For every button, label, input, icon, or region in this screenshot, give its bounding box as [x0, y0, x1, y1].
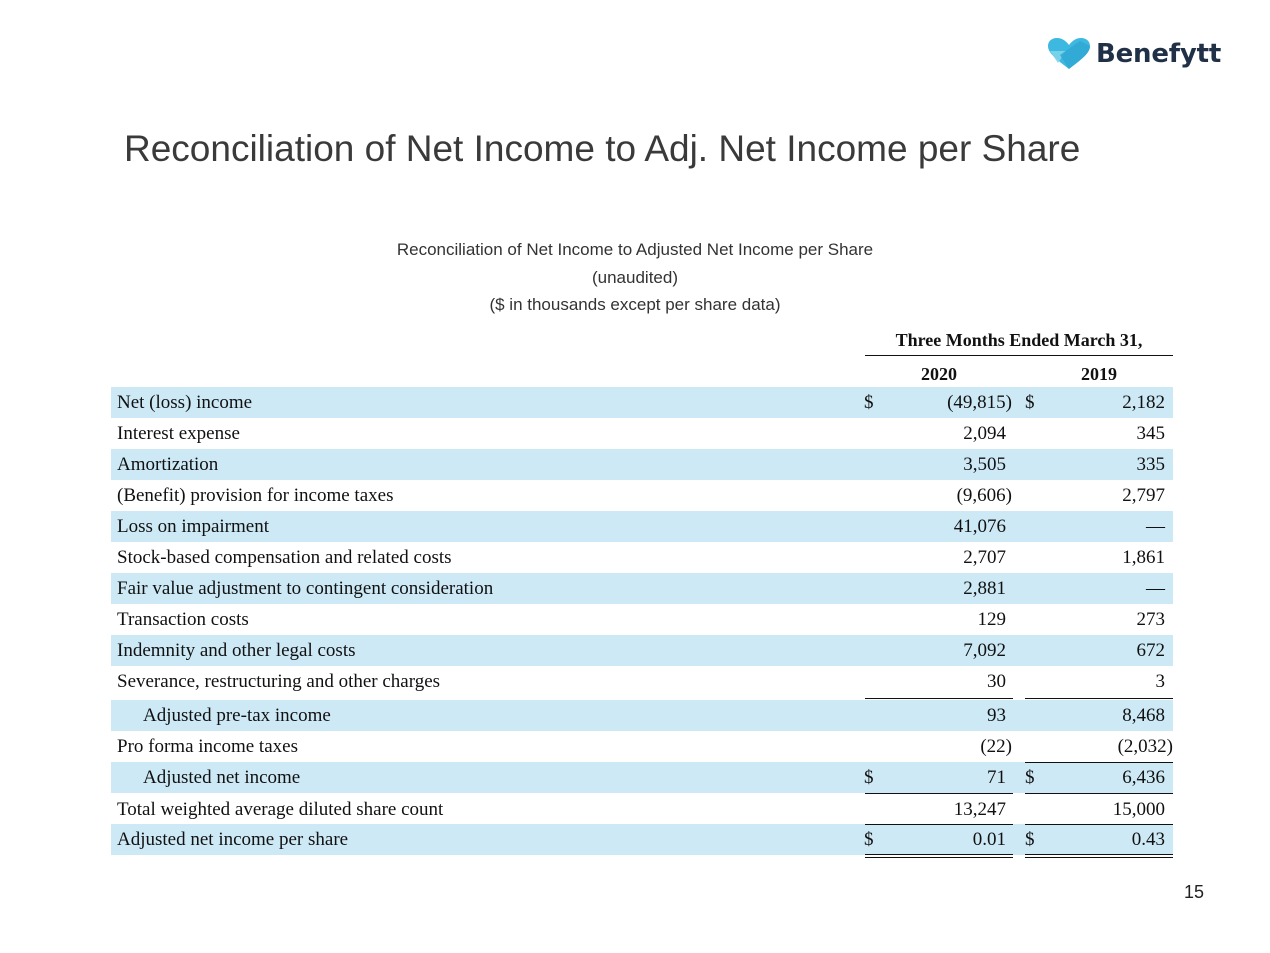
currency-symbol-2020: $: [864, 767, 874, 788]
row-label: Transaction costs: [117, 609, 249, 630]
row-label: Stock-based compensation and related costs: [117, 547, 452, 568]
table-row: [111, 731, 1173, 762]
table-row: [111, 824, 1173, 855]
table-rule-line: [865, 854, 1013, 855]
value-2019: 3: [1155, 671, 1165, 692]
value-2019: 0.43: [1131, 829, 1165, 850]
row-label: Net (loss) income: [117, 392, 253, 413]
value-2020: 3,505: [963, 454, 1006, 475]
value-2019: 2,797: [1122, 485, 1165, 506]
value-2020: (22): [980, 736, 1012, 757]
table-rule-line: [865, 857, 1013, 858]
currency-symbol-2019: $: [1025, 392, 1035, 413]
value-2020: 93: [987, 705, 1006, 726]
row-label: Adjusted pre-tax income: [143, 705, 331, 726]
value-2020: (9,606): [956, 485, 1012, 506]
row-label: Loss on impairment: [117, 516, 269, 537]
row-label: Total weighted average diluted share count: [117, 799, 444, 820]
row-label: Interest expense: [117, 423, 240, 444]
currency-symbol-2020: $: [864, 829, 874, 850]
row-label: (Benefit) provision for income taxes: [117, 485, 394, 506]
period-header: Three Months Ended March 31,: [865, 330, 1173, 356]
table-row: [111, 511, 1173, 542]
table-subtitle-unaudited: (unaudited): [591, 268, 678, 287]
row-label: Adjusted net income: [143, 767, 301, 788]
value-2019: 1,861: [1122, 547, 1165, 568]
table-title: Reconciliation of Net Income to Adjusted Net Income per Share: [396, 240, 874, 259]
value-2020: 7,092: [963, 640, 1006, 661]
brand-name: Benefytt: [1096, 39, 1222, 69]
table-rule-line: [865, 793, 1013, 794]
value-2020: 0.01: [972, 829, 1006, 850]
value-2019: 15,000: [1112, 799, 1165, 820]
value-2020: 71: [987, 767, 1006, 788]
value-2019: 2,182: [1122, 392, 1165, 413]
table-rule-line: [865, 698, 1013, 699]
currency-symbol-2019: $: [1025, 767, 1035, 788]
heart-logo-icon: [1046, 37, 1092, 71]
value-2020: (49,815): [947, 392, 1012, 413]
table-row: [111, 700, 1173, 731]
table-row: [111, 480, 1173, 511]
table-rule-line: [1025, 854, 1173, 855]
table-row: [111, 604, 1173, 635]
row-label: Fair value adjustment to contingent consideration: [117, 578, 494, 599]
table-row: [111, 418, 1173, 449]
value-2020: 13,247: [953, 799, 1006, 820]
page-title: Reconciliation of Net Income to Adj. Net Income per Share: [124, 128, 1081, 169]
table-rule-line: [1025, 857, 1173, 858]
table-row: [111, 542, 1173, 573]
value-2019: 6,436: [1122, 767, 1165, 788]
value-2019: 672: [1136, 640, 1165, 661]
value-2020: 41,076: [953, 516, 1006, 537]
row-label: Indemnity and other legal costs: [117, 640, 356, 661]
table-row: [111, 635, 1173, 666]
value-2019: —: [1146, 578, 1165, 599]
page-number: 15: [1184, 882, 1205, 902]
value-2019: 335: [1136, 454, 1165, 475]
table-row: [111, 794, 1173, 825]
value-2020: 30: [987, 671, 1006, 692]
row-label: Severance, restructuring and other charges: [117, 671, 441, 692]
row-label: Amortization: [117, 454, 219, 475]
table-rule-line: [1025, 698, 1173, 699]
table-row: [111, 387, 1173, 418]
value-2019: 273: [1136, 609, 1165, 630]
table-rule-line: [1025, 793, 1173, 794]
row-label: Adjusted net income per share: [117, 829, 349, 850]
brand-logo: [1046, 34, 1221, 74]
currency-symbol-2019: $: [1025, 829, 1035, 850]
value-2020: 2,881: [963, 578, 1006, 599]
value-2019: (2,032): [1117, 736, 1173, 757]
table-row: [111, 449, 1173, 480]
value-2020: 129: [977, 609, 1006, 630]
currency-symbol-2020: $: [864, 392, 874, 413]
table-row: [111, 666, 1173, 697]
value-2019: —: [1146, 516, 1165, 537]
table-rule-line: [1025, 824, 1173, 825]
table-rule-line: [865, 824, 1013, 825]
column-header-2020: 2020: [865, 364, 1013, 388]
table-rule-line: [1025, 762, 1173, 763]
table-subtitle-units: ($ in thousands except per share data): [489, 295, 781, 314]
column-header-2019: 2019: [1025, 364, 1173, 388]
table-row: [111, 762, 1173, 793]
value-2020: 2,094: [963, 423, 1006, 444]
value-2019: 345: [1136, 423, 1165, 444]
value-2019: 8,468: [1122, 705, 1165, 726]
row-label: Pro forma income taxes: [117, 736, 298, 757]
value-2020: 2,707: [963, 547, 1006, 568]
table-row: [111, 573, 1173, 604]
